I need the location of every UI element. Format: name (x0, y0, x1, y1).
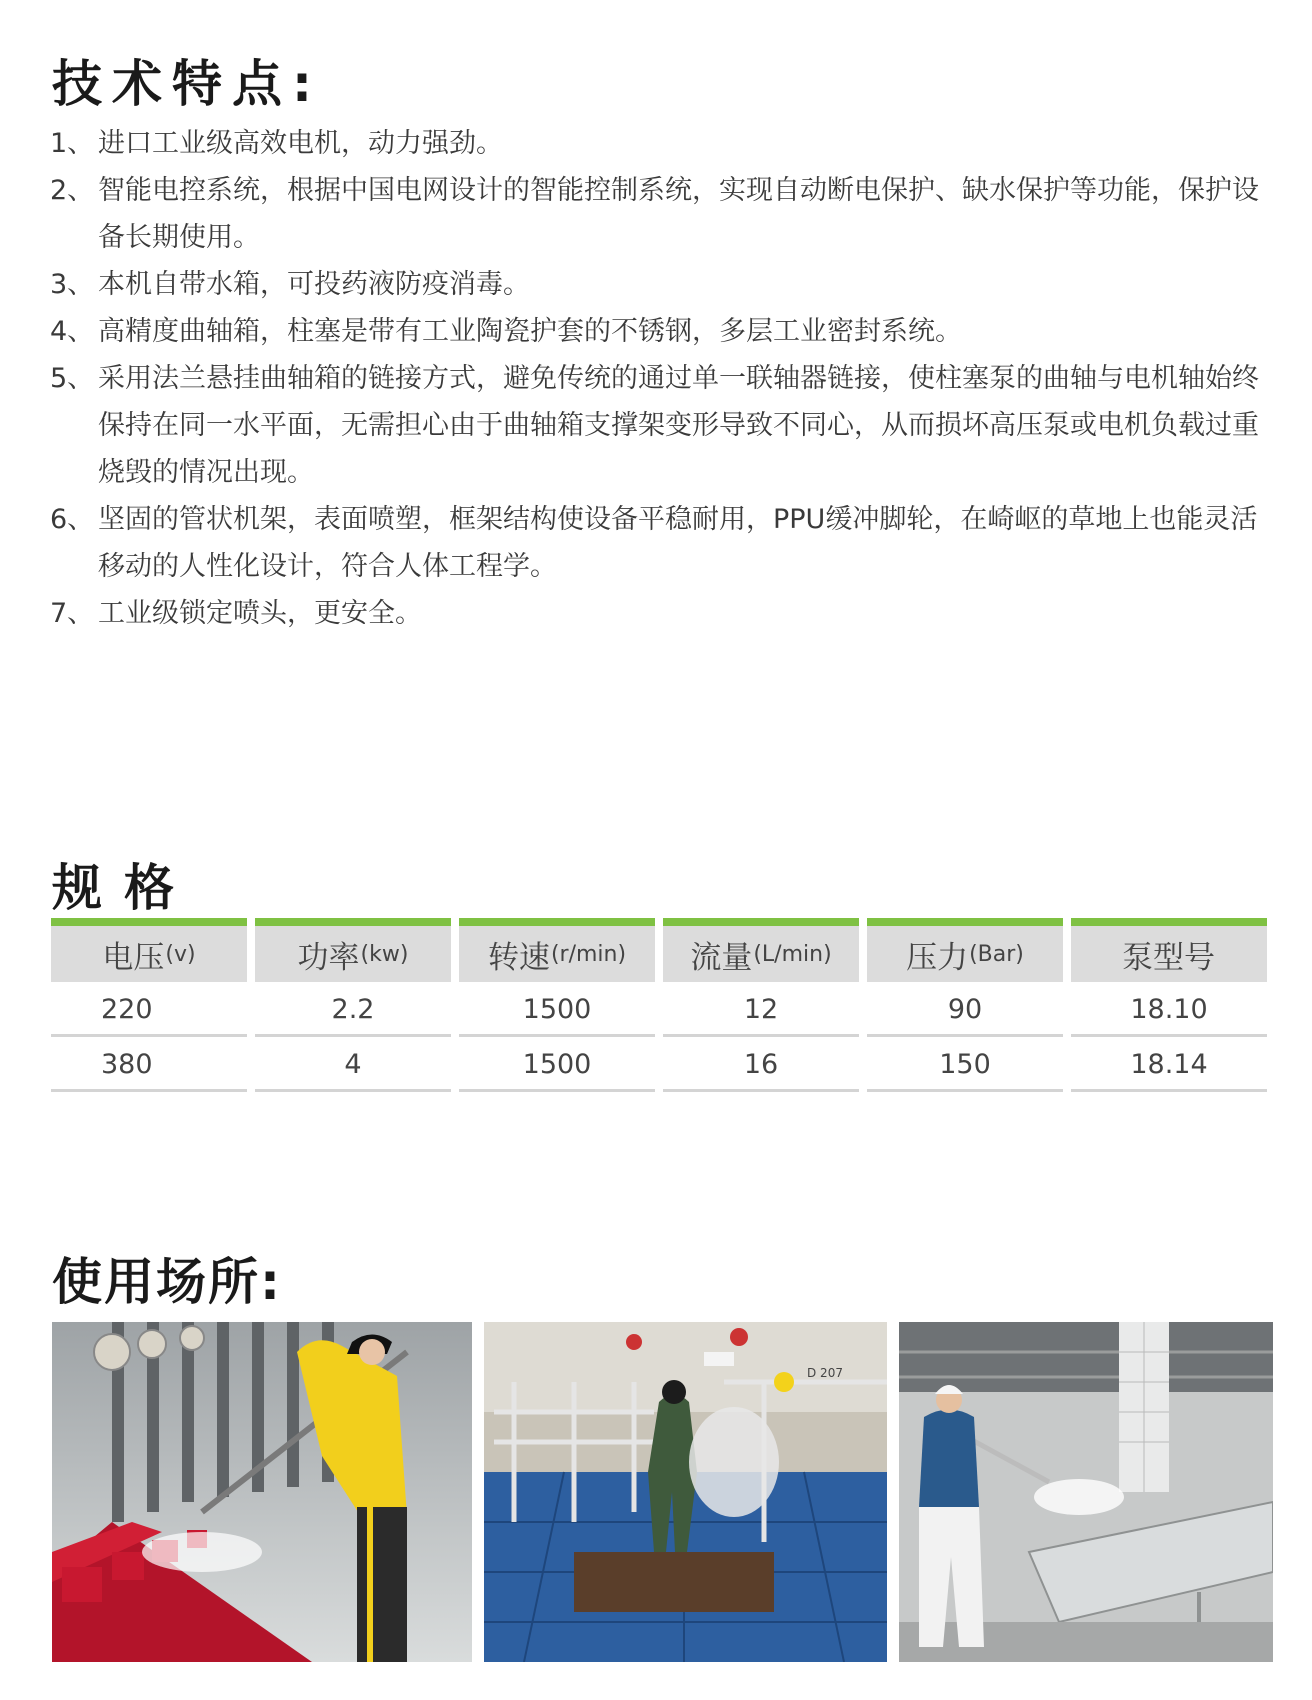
feature-text: 智能电控系统，根据中国电网设计的智能控制系统，实现自动断电保护、缺水保护等功能，保护设备长期使用。 (98, 175, 1259, 253)
table-cell: 2.2 (255, 982, 451, 1037)
spec-header-pressure (867, 918, 1063, 982)
header-label: 泵型号 (1122, 939, 1215, 976)
table-cell: 380 (51, 1037, 247, 1092)
feature-number: 2、 (50, 175, 95, 206)
header-unit: (kw) (360, 941, 409, 967)
header-label: 电压 (102, 939, 165, 976)
header-label: 压力 (906, 939, 969, 976)
feature-item (50, 261, 1280, 308)
header-unit: (Bar) (969, 941, 1024, 967)
feature-item (50, 355, 1280, 496)
usage-photo-pig-pen (484, 1322, 887, 1662)
feature-item (50, 120, 1280, 167)
photo-poultry-house-image (52, 1322, 472, 1662)
table-cell: 18.14 (1071, 1037, 1267, 1092)
feature-text: 坚固的管状机架，表面喷塑，框架结构使设备平稳耐用，PPU缓冲脚轮，在崎岖的草地上也能灵活移动的人性化设计，符合人体工程学。 (98, 504, 1258, 582)
header-unit: (v) (165, 941, 196, 967)
table-cell: 16 (663, 1037, 859, 1092)
photo-sign-label: D 207 (807, 1366, 843, 1380)
feature-item (50, 308, 1280, 355)
spec-header-flow (663, 918, 859, 982)
feature-text: 采用法兰悬挂曲轴箱的链接方式，避免传统的通过单一联轴器链接，使柱塞泵的曲轴与电机轴始终保持在同一水平面，无需担心由于曲轴箱支撑架变形导致不同心，从而损坏高压泵或电机负载过重烧毁的情况出现。 (98, 363, 1259, 488)
header-label: 流量 (690, 939, 753, 976)
table-cell: 150 (867, 1037, 1063, 1092)
spec-header-pump-model (1071, 918, 1267, 982)
header-label: 功率 (297, 939, 360, 976)
feature-number: 7、 (50, 598, 95, 629)
feature-number: 6、 (50, 504, 95, 535)
spec-header-speed (459, 918, 655, 982)
photo-pig-pen-image (484, 1322, 887, 1662)
usage-photo-poultry-house (52, 1322, 472, 1662)
feature-item (50, 167, 1280, 261)
feature-text: 高精度曲轴箱，柱塞是带有工业陶瓷护套的不锈钢，多层工业密封系统。 (98, 316, 962, 347)
spec-header-power (255, 918, 451, 982)
table-cell: 18.10 (1071, 982, 1267, 1037)
table-cell: 90 (867, 982, 1063, 1037)
usage-photos (0, 1322, 1312, 1662)
spec-table (51, 918, 1267, 1092)
table-cell: 4 (255, 1037, 451, 1092)
feature-number: 1、 (50, 128, 95, 159)
usage-photo-food-factory (899, 1322, 1273, 1662)
header-label: 转速 (487, 939, 550, 976)
table-cell: 12 (663, 982, 859, 1037)
spec-title: 规格 (52, 859, 196, 917)
table-cell: 1500 (459, 1037, 655, 1092)
spec-header-voltage (51, 918, 247, 982)
usage-title: 使用场所: (52, 1253, 282, 1311)
feature-text: 工业级锁定喷头，更安全。 (98, 598, 422, 629)
feature-number: 5、 (50, 363, 95, 394)
features-title: 技术特点: (52, 55, 322, 113)
feature-text: 本机自带水箱，可投药液防疫消毒。 (98, 269, 530, 300)
photo-food-factory-image (899, 1322, 1273, 1662)
feature-number: 4、 (50, 316, 95, 347)
table-cell: 1500 (459, 982, 655, 1037)
feature-item (50, 590, 1280, 637)
table-cell: 220 (51, 982, 247, 1037)
feature-number: 3、 (50, 269, 95, 300)
feature-item (50, 496, 1280, 590)
header-unit: (L/min) (753, 941, 832, 967)
features-list (50, 120, 1280, 637)
feature-text: 进口工业级高效电机，动力强劲。 (98, 128, 503, 159)
header-unit: (r/min) (550, 941, 627, 967)
